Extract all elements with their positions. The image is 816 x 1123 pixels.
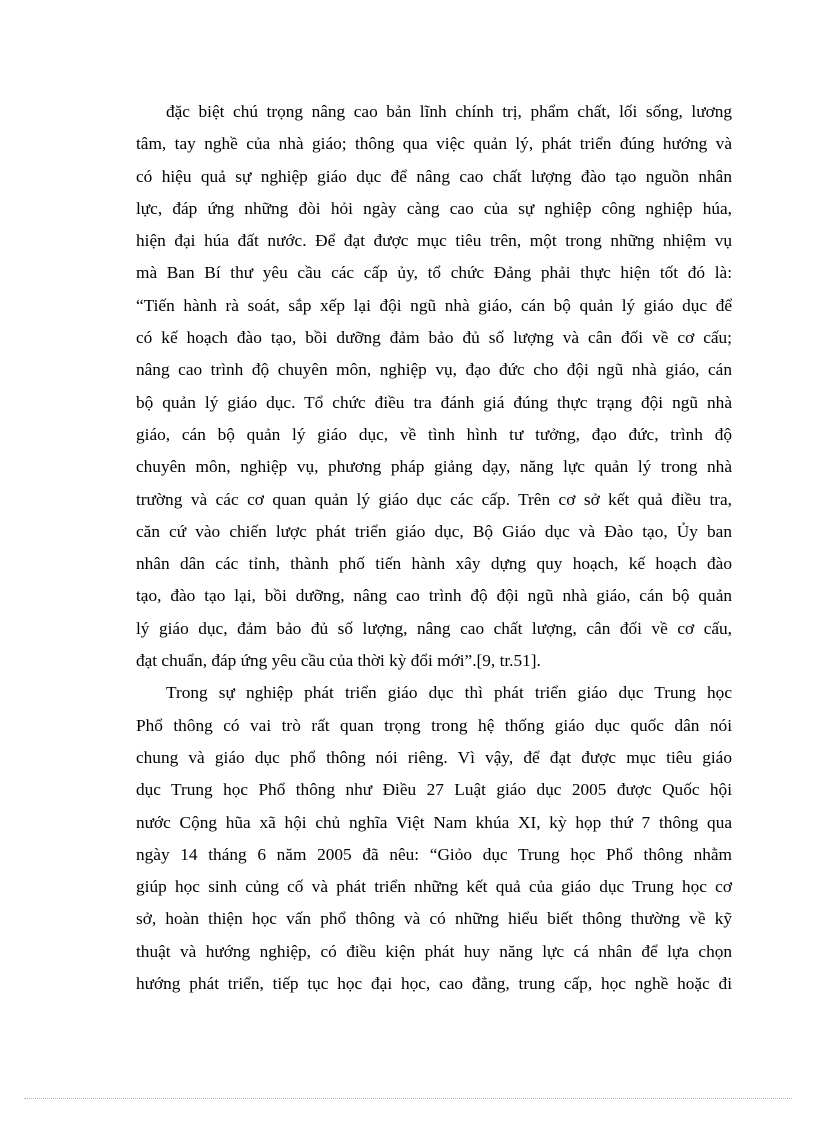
text-line: bộ quản lý giáo dục. Tổ chức điều tra đánh giá đúng thực trạng đội ngũ nhà bbox=[136, 392, 732, 412]
text-line: nước Cộng hũa xã hội chủ nghĩa Việt Nam khúa XI, kỳ họp thứ 7 thông qua bbox=[136, 812, 732, 832]
text-line: có hiệu quả sự nghiệp giáo dục để nâng cao chất lượng đào tạo nguồn nhân bbox=[136, 166, 732, 186]
text-line: giúp học sinh củng cố và phát triển những kết quả của giáo dục Trung học cơ bbox=[136, 877, 732, 897]
text-line: trường và các cơ quan quản lý giáo dục các cấp. Trên cơ sở kết quả điều tra, bbox=[136, 489, 732, 509]
text-line: ngày 14 tháng 6 năm 2005 đã nêu: “Giỏo dục Trung học Phổ thông nhằm bbox=[136, 844, 732, 864]
text-line: tâm, tay nghề của nhà giáo; thông qua việc quản lý, phát triển đúng hướng và bbox=[136, 134, 732, 154]
text-line: có kế hoạch đào tạo, bồi dưỡng đảm bảo đủ số lượng và cân đối về cơ cấu; bbox=[136, 328, 732, 348]
text-line: thuật và hướng nghiệp, có điều kiện phát huy năng lực cá nhân để lựa chọn bbox=[136, 941, 732, 961]
text-line: Phổ thông có vai trò rất quan trọng trong hệ thống giáo dục quốc dân nói bbox=[136, 715, 732, 735]
body-text bbox=[136, 96, 732, 1000]
text-line: dục Trung học Phổ thông như Điều 27 Luật giáo dục 2005 được Quốc hội bbox=[136, 780, 732, 800]
text-line: “Tiến hành rà soát, sắp xếp lại đội ngũ nhà giáo, cán bộ quản lý giáo dục để bbox=[136, 295, 732, 315]
text-line: tạo, đào tạo lại, bồi dưỡng, nâng cao trình độ đội ngũ nhà giáo, cán bộ quản bbox=[136, 586, 732, 606]
text-line: hướng phát triển, tiếp tục học đại học, cao đẳng, trung cấp, học nghề hoặc đi bbox=[136, 974, 732, 994]
text-line: căn cứ vào chiến lược phát triển giáo dục, Bộ Giáo dục và Đào tạo, Ủy ban bbox=[136, 521, 732, 541]
text-line: Trong sự nghiệp phát triển giáo dục thì phát triển giáo dục Trung học bbox=[166, 683, 732, 703]
text-line: hiện đại húa đất nước. Để đạt được mục tiêu trên, một trong những nhiệm vụ bbox=[136, 231, 732, 251]
text-line: giáo, cán bộ quản lý giáo dục, về tình hình tư tưởng, đạo đức, trình độ bbox=[136, 424, 732, 444]
text-line: lý giáo dục, đảm bảo đủ số lượng, nâng cao chất lượng, cân đối về cơ cấu, bbox=[136, 618, 732, 638]
text-line: mà Ban Bí thư yêu cầu các cấp ủy, tổ chức Đảng phải thực hiện tốt đó là: bbox=[136, 263, 732, 283]
text-line: sở, hoàn thiện học vấn phổ thông và có những hiểu biết thông thường về kỹ bbox=[136, 909, 732, 929]
text-line: chuyên môn, nghiệp vụ, phương pháp giảng dạy, năng lực quản lý trong nhà bbox=[136, 457, 732, 477]
page-footer-divider bbox=[24, 1098, 792, 1099]
text-line: lực, đáp ứng những đòi hỏi ngày càng cao của sự nghiệp công nghiệp húa, bbox=[136, 198, 732, 218]
text-line: nhân dân các tỉnh, thành phố tiến hành xây dựng quy hoạch, kế hoạch đào bbox=[136, 554, 732, 574]
text-line: chung và giáo dục phổ thông nói riêng. Vì vậy, để đạt được mục tiêu giáo bbox=[136, 747, 732, 767]
text-line: đặc biệt chú trọng nâng cao bản lĩnh chính trị, phẩm chất, lối sống, lương bbox=[166, 102, 732, 121]
text-line: nâng cao trình độ chuyên môn, nghiệp vụ, đạo đức cho đội ngũ nhà giáo, cán bbox=[136, 360, 732, 380]
text-line: đạt chuẩn, đáp ứng yêu cầu của thời kỳ đổi mới”.[9, tr.51]. bbox=[136, 651, 541, 671]
